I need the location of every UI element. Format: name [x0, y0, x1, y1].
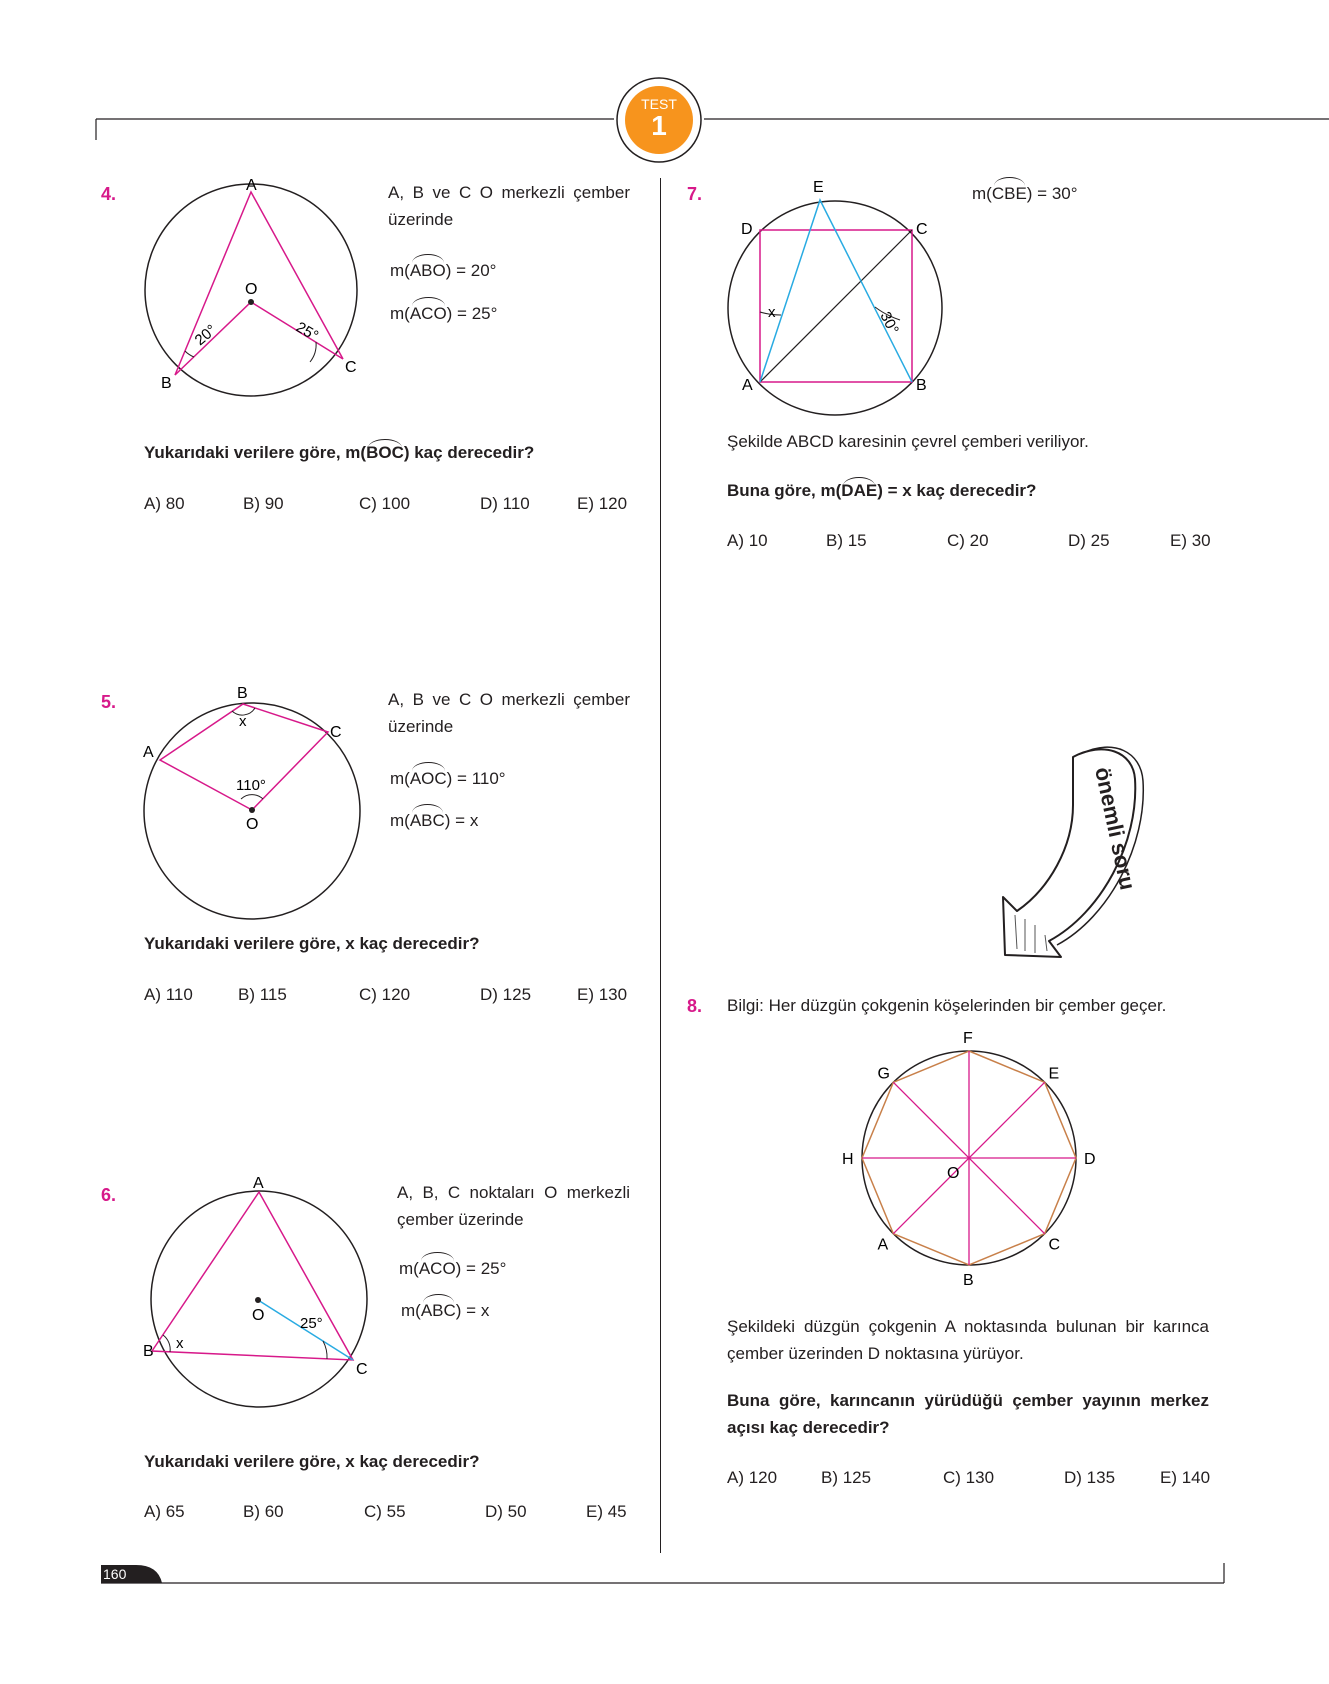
q4-option-b[interactable]: B) 90 [243, 494, 284, 513]
q5-option-d[interactable]: D) 125 [480, 985, 532, 1004]
test-badge-number: 1 [651, 110, 667, 141]
q7-angle-30: 30° [876, 309, 902, 338]
column-divider [660, 178, 661, 1553]
question-4-number: 4. [101, 184, 117, 204]
question-7-number: 7. [687, 184, 703, 204]
q5-given-line2: üzerinde [388, 717, 454, 736]
q6-angle-x: x [176, 1335, 184, 1352]
q5-label-b: B [237, 685, 248, 702]
q6-angle-25: 25° [300, 1315, 323, 1332]
q8-label-a: A [877, 1236, 889, 1254]
q4-option-c[interactable]: C) 100 [359, 494, 411, 513]
q8-label-g: G [877, 1065, 890, 1083]
q4-label-c: C [345, 359, 357, 376]
q8-label-c: C [1048, 1236, 1061, 1254]
q5-label-o: O [246, 816, 259, 833]
q4-label-o: O [245, 281, 258, 298]
q8-option-a[interactable]: A) 120 [727, 1468, 778, 1487]
q5-given-line1: A, B ve C O merkezli çember [388, 690, 630, 709]
sticker-text: önemli soru [1090, 764, 1141, 893]
question-8-number: 8. [687, 996, 703, 1016]
q5-option-b[interactable]: B) 115 [238, 985, 287, 1004]
question-8-figure [830, 1025, 1100, 1295]
q8-option-d[interactable]: D) 135 [1064, 1468, 1116, 1487]
q5-equation-1: m(AOC) = 110° [390, 766, 506, 792]
q5-option-e[interactable]: E) 130 [577, 985, 628, 1004]
important-question-arrow [985, 735, 1155, 985]
page-number: 160 [103, 1566, 127, 1582]
q7-label-e: E [813, 179, 824, 196]
q4-label-a: A [246, 177, 257, 194]
q6-given-line2: çember üzerinde [397, 1210, 524, 1229]
q7-given: m(CBE) = 30° [972, 181, 1078, 207]
q8-option-c[interactable]: C) 130 [943, 1468, 995, 1487]
q8-label-h: H [842, 1151, 854, 1168]
q6-label-c: C [356, 1361, 368, 1378]
q8-info: Bilgi: Her düzgün çokgenin köşelerinden bir çember geçer. [727, 996, 1167, 1015]
q6-label-b: B [143, 1343, 154, 1360]
q5-label-a: A [143, 744, 154, 761]
q5-option-c[interactable]: C) 120 [359, 985, 411, 1004]
q7-angle-x: x [768, 304, 776, 321]
q7-question: Buna göre, m(DAE) = x kaç derecedir? [727, 481, 1037, 500]
q6-label-o: O [252, 1307, 265, 1324]
q5-equation-2: m(ABC) = x [390, 808, 478, 834]
q4-option-a[interactable]: A) 80 [144, 494, 185, 513]
q7-option-e[interactable]: E) 30 [1170, 531, 1211, 550]
q6-option-d[interactable]: D) 50 [485, 1502, 527, 1521]
q8-label-d: D [1084, 1151, 1096, 1168]
q7-statement: Şekilde ABCD karesinin çevrel çemberi veriliyor. [727, 432, 1089, 451]
q6-given-line1: A, B, C noktaları O merkezli [397, 1183, 630, 1202]
q6-option-c[interactable]: C) 55 [364, 1502, 406, 1521]
question-7-figure [720, 172, 960, 417]
q7-option-a[interactable]: A) 10 [727, 531, 768, 550]
q8-label-f: F [963, 1030, 973, 1047]
q7-label-a: A [742, 377, 753, 394]
question-5-figure [130, 680, 380, 925]
q6-equation-2: m(ABC) = x [401, 1298, 489, 1324]
q6-option-a[interactable]: A) 65 [144, 1502, 185, 1521]
q4-angle-25: 25° [293, 318, 322, 345]
q4-angle-20: 20° [191, 321, 220, 350]
footer-frame [0, 1555, 1329, 1595]
q8-option-e[interactable]: E) 140 [1160, 1468, 1211, 1487]
question-6-number: 6. [101, 1185, 117, 1205]
q8-label-b: B [963, 1272, 974, 1289]
q8-statement-line2: çember üzerinden D noktasına yürüyor. [727, 1344, 1024, 1363]
q8-question-line2: açısı kaç derecedir? [727, 1418, 890, 1437]
q7-label-b: B [916, 377, 927, 394]
q4-given-line2: üzerinde [388, 210, 454, 229]
q6-equation-1: m(ACO) = 25° [399, 1256, 506, 1282]
q4-given-line1: A, B ve C O merkezli çember [388, 183, 630, 202]
q7-option-d[interactable]: D) 25 [1068, 531, 1110, 550]
q4-equation-1: m(ABO) = 20° [390, 258, 496, 284]
question-5-number: 5. [101, 692, 117, 712]
q5-label-c: C [330, 724, 342, 741]
q5-angle-x: x [239, 713, 247, 730]
q4-label-b: B [161, 375, 172, 392]
q8-question-line1: Buna göre, karıncanın yürüdüğü çember yayının merkez [727, 1391, 1209, 1410]
q8-statement-line1: Şekildeki düzgün çokgenin A noktasında bulunan bir karınca [727, 1317, 1209, 1336]
q4-equation-2: m(ACO) = 25° [390, 301, 497, 327]
question-6-figure [130, 1170, 380, 1410]
q7-label-d: D [741, 221, 753, 238]
q6-option-b[interactable]: B) 60 [243, 1502, 284, 1521]
q4-option-e[interactable]: E) 120 [577, 494, 628, 513]
q6-label-a: A [253, 1175, 264, 1192]
q7-option-c[interactable]: C) 20 [947, 531, 989, 550]
q6-question: Yukarıdaki verilere göre, x kaç derecedir? [144, 1452, 480, 1471]
q8-label-e: E [1048, 1065, 1060, 1083]
q4-question: Yukarıdaki verilere göre, m(BOC) kaç derecedir? [144, 443, 535, 462]
q8-label-o: O [947, 1165, 960, 1182]
test-badge-label: TEST [641, 96, 677, 112]
q5-option-a[interactable]: A) 110 [144, 985, 193, 1004]
header-frame [0, 0, 1329, 180]
q5-question: Yukarıdaki verilere göre, x kaç derecedir? [144, 934, 480, 953]
q8-option-b[interactable]: B) 125 [821, 1468, 872, 1487]
question-4-figure [130, 172, 380, 412]
q7-label-c: C [916, 221, 928, 238]
q5-angle-110: 110° [236, 777, 266, 794]
q7-option-b[interactable]: B) 15 [826, 531, 867, 550]
q4-option-d[interactable]: D) 110 [480, 494, 530, 513]
q6-option-e[interactable]: E) 45 [586, 1502, 627, 1521]
